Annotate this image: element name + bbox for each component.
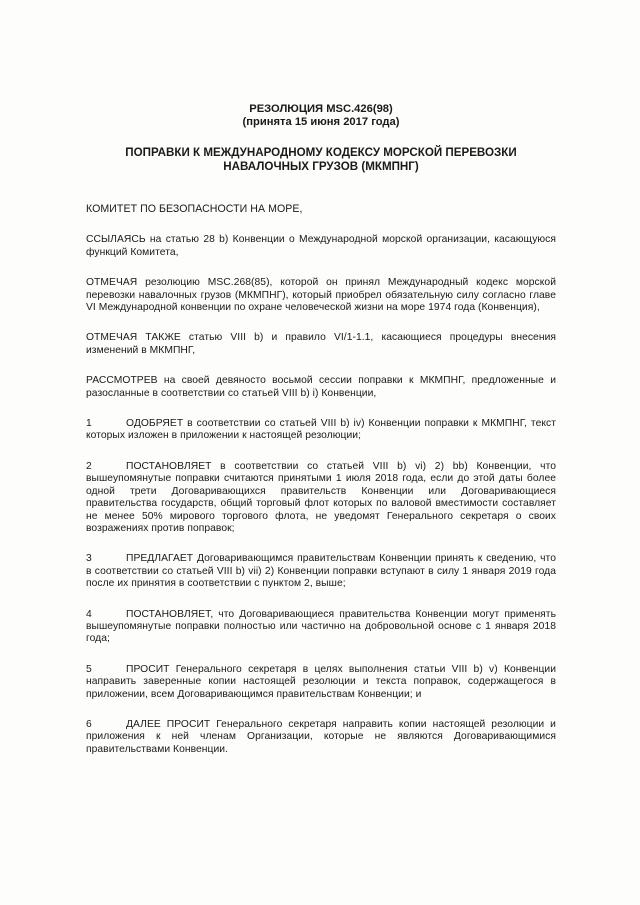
title-line-2: НАВАЛОЧНЫХ ГРУЗОВ (МКМПНГ) bbox=[223, 160, 419, 173]
document-title bbox=[86, 146, 556, 174]
committee-name: КОМИТЕТ ПО БЕЗОПАСНОСТИ НА МОРЕ, bbox=[86, 203, 303, 215]
preamble-paragraph-3: ОТМЕЧАЯ ТАКЖЕ статью VIII b) и правило VI/1-1.1, касающиеся процедуры внесения изменений в МКМПНГ, bbox=[86, 332, 556, 356]
adoption-date: (принята 15 июня 2017 года) bbox=[242, 116, 400, 128]
paragraph-number: 3 bbox=[86, 553, 92, 565]
paragraph-number: 1 bbox=[86, 418, 92, 430]
paragraph-text: ОДОБРЯЕТ в соответствии со статьей VIII b) iv) Конвенции поправки к МКМПНГ, текст которых изложен в приложении к настоящей резолюции; bbox=[86, 418, 556, 442]
paragraph-text: ПРЕДЛАГАЕТ Договаривающимся правительствам Конвенции принять к сведению, что в соответствии со статьей VIII b) vii) 2) Конвенции поправки вступают в силу 1 января 2019 года после их принятия в соответствии с пунктом 2, выше; bbox=[86, 553, 556, 590]
operative-paragraph-4 bbox=[86, 609, 556, 646]
paragraph-text: ПОСТАНОВЛЯЕТ в соответствии со статьей VIII b) vi) 2) bb) Конвенции, что вышеупомянутые поправки считаются принятыми 1 июля 2018 года, если до этой даты более одной трети Договаривающихся правительств Конвенции или Договаривающиеся правительства государств, общий торговый флот которых по валовой вместимости составляет не менее 50% мирового торгового флота, не уведомят Генерального секретаря о своих возражениях против поправок; bbox=[86, 460, 556, 534]
paragraph-text: ДАЛЕЕ ПРОСИТ Генерального секретаря направить копии настоящей резолюции и приложения к ней членам Организации, которые не являются Договаривающимися правительствами Конвенции. bbox=[86, 718, 556, 755]
document-body bbox=[86, 103, 556, 774]
title-line-1: ПОПРАВКИ К МЕЖДУНАРОДНОМУ КОДЕКСУ МОРСКОЙ ПЕРЕВОЗКИ bbox=[125, 146, 517, 159]
preamble-paragraph-4: РАССМОТРЕВ на своей девяносто восьмой сессии поправки к МКМПНГ, предложенные и разосланные в соответствии со статьей VIII b) i) Конвенции, bbox=[86, 375, 556, 399]
operative-paragraph-3 bbox=[86, 553, 556, 590]
paragraph-number: 6 bbox=[86, 718, 92, 730]
paragraph-number: 4 bbox=[86, 608, 92, 620]
paragraph-number: 2 bbox=[86, 460, 92, 472]
operative-paragraph-5 bbox=[86, 664, 556, 701]
operative-paragraph-6 bbox=[86, 719, 556, 756]
resolution-number: РЕЗОЛЮЦИЯ MSC.426(98) bbox=[249, 103, 393, 115]
preamble-paragraph-1: ССЫЛАЯСЬ на статью 28 b) Конвенции о Международной морской организации, касающуюся функций Комитета, bbox=[86, 234, 556, 258]
operative-paragraph-1 bbox=[86, 418, 556, 443]
operative-paragraph-2 bbox=[86, 461, 556, 535]
preamble-paragraph-2: ОТМЕЧАЯ резолюцию MSC.268(85), которой он принял Международный кодекс морской перевозки навалочных грузов (МКМПНГ), который приобрел обязательную силу согласно главе VI Международной конвенции по охране человеческой жизни на море 1974 года (Конвенция), bbox=[86, 277, 556, 314]
paragraph-text: ПРОСИТ Генерального секретаря в целях выполнения статьи VIII b) v) Конвенции направить заверенные копии настоящей резолюции и текста поправок, содержащегося в приложении, всем Договаривающимся правительствам Конвенции; и bbox=[86, 663, 556, 700]
paragraph-text: ПОСТАНОВЛЯЕТ, что Договаривающиеся правительства Конвенции могут применять вышеупомянутые поправки полностью или частично на добровольной основе с 1 января 2018 года; bbox=[86, 608, 556, 645]
paragraph-number: 5 bbox=[86, 663, 92, 675]
